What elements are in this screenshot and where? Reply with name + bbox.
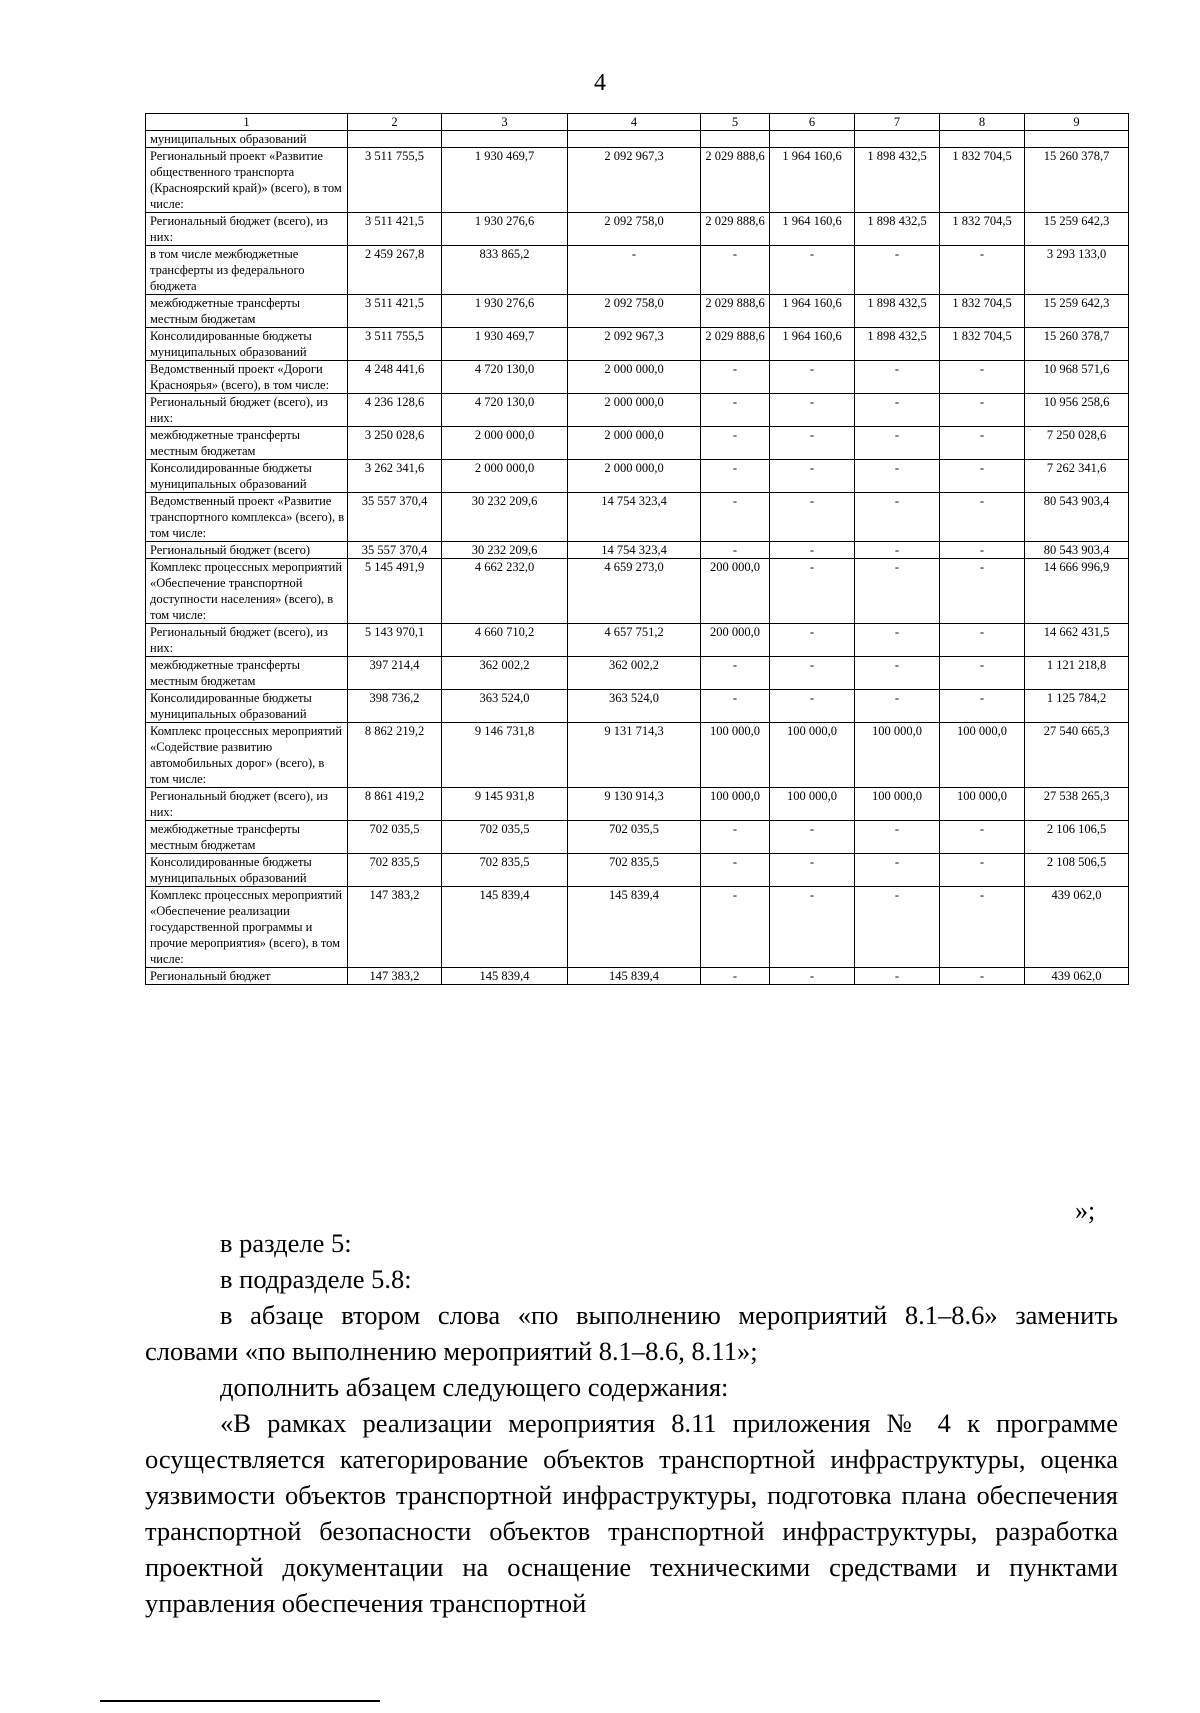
value-cell: 27 538 265,3 — [1025, 788, 1129, 821]
value-cell: - — [770, 460, 855, 493]
value-cell: 3 511 755,5 — [348, 328, 442, 361]
value-cell: 80 543 903,4 — [1025, 542, 1129, 559]
table-row — [146, 213, 1129, 246]
value-cell: 4 248 441,6 — [348, 361, 442, 394]
value-cell: - — [701, 361, 770, 394]
value-cell: 14 666 996,9 — [1025, 559, 1129, 624]
value-cell: - — [940, 246, 1025, 295]
value-cell: 702 035,5 — [348, 821, 442, 854]
table-row — [146, 657, 1129, 690]
value-cell: 2 029 888,6 — [701, 148, 770, 213]
row-label-cell: межбюджетные трансферты местным бюджетам — [146, 657, 348, 690]
value-cell: - — [855, 887, 940, 968]
value-cell: - — [855, 854, 940, 887]
row-label-cell: Комплекс процессных мероприятий «Обеспечение реализации государственной программы и прочие мероприятия» (всего), в том числе: — [146, 887, 348, 968]
row-label-cell: Консолидированные бюджеты муниципальных образований — [146, 854, 348, 887]
value-cell: - — [701, 542, 770, 559]
column-header: 3 — [442, 114, 568, 131]
paragraph: в абзаце втором слова «по выполнению мероприятий 8.1–8.6» заменить словами «по выполнению мероприятий 8.1–8.6, 8.11»; — [145, 1300, 1118, 1366]
value-cell: 2 459 267,8 — [348, 246, 442, 295]
budget-table — [145, 113, 1129, 985]
value-cell: 15 260 378,7 — [1025, 148, 1129, 213]
column-header: 6 — [770, 114, 855, 131]
row-label-cell: Региональный бюджет (всего), из них: — [146, 213, 348, 246]
table-row — [146, 131, 1129, 148]
value-cell: - — [855, 394, 940, 427]
value-cell: 4 236 128,6 — [348, 394, 442, 427]
table-row — [146, 559, 1129, 624]
value-cell: 100 000,0 — [770, 788, 855, 821]
table-row — [146, 968, 1129, 985]
value-cell: 3 511 421,5 — [348, 213, 442, 246]
value-cell: - — [770, 854, 855, 887]
value-cell: 147 383,2 — [348, 968, 442, 985]
value-cell: 397 214,4 — [348, 657, 442, 690]
value-cell: 2 000 000,0 — [442, 460, 568, 493]
value-cell: 14 754 323,4 — [568, 493, 701, 542]
value-cell: 439 062,0 — [1025, 968, 1129, 985]
value-cell: - — [701, 854, 770, 887]
table-row — [146, 328, 1129, 361]
value-cell: - — [568, 246, 701, 295]
value-cell: 2 000 000,0 — [568, 361, 701, 394]
value-cell: - — [940, 394, 1025, 427]
value-cell: 9 146 731,8 — [442, 723, 568, 788]
value-cell: 15 259 642,3 — [1025, 295, 1129, 328]
value-cell — [855, 131, 940, 148]
value-cell: 3 293 133,0 — [1025, 246, 1129, 295]
table-row — [146, 788, 1129, 821]
value-cell: - — [855, 493, 940, 542]
value-cell: 147 383,2 — [348, 887, 442, 968]
value-cell: 363 524,0 — [442, 690, 568, 723]
value-cell: - — [855, 559, 940, 624]
value-cell: 3 511 421,5 — [348, 295, 442, 328]
row-label-cell: Региональный бюджет — [146, 968, 348, 985]
value-cell: - — [770, 657, 855, 690]
value-cell: - — [855, 542, 940, 559]
column-header: 9 — [1025, 114, 1129, 131]
row-label-cell: межбюджетные трансферты местным бюджетам — [146, 295, 348, 328]
value-cell: - — [701, 887, 770, 968]
value-cell: - — [855, 624, 940, 657]
value-cell: - — [940, 887, 1025, 968]
value-cell: 1 930 276,6 — [442, 295, 568, 328]
table-row — [146, 690, 1129, 723]
value-cell: 3 262 341,6 — [348, 460, 442, 493]
value-cell: 2 029 888,6 — [701, 213, 770, 246]
column-header: 2 — [348, 114, 442, 131]
row-label-cell: в том числе межбюджетные трансферты из федерального бюджета — [146, 246, 348, 295]
value-cell: 1 125 784,2 — [1025, 690, 1129, 723]
value-cell: 1 898 432,5 — [855, 148, 940, 213]
value-cell: 100 000,0 — [940, 788, 1025, 821]
table-row — [146, 723, 1129, 788]
row-label-cell: межбюджетные трансферты местным бюджетам — [146, 821, 348, 854]
footer-rule — [100, 1700, 380, 1702]
body-text — [145, 1225, 1118, 1621]
table-row — [146, 821, 1129, 854]
value-cell: 10 968 571,6 — [1025, 361, 1129, 394]
value-cell: 1 832 704,5 — [940, 328, 1025, 361]
value-cell: 80 543 903,4 — [1025, 493, 1129, 542]
value-cell: 1 898 432,5 — [855, 213, 940, 246]
value-cell: 4 720 130,0 — [442, 394, 568, 427]
value-cell: 2 092 967,3 — [568, 148, 701, 213]
value-cell: - — [701, 394, 770, 427]
column-header: 7 — [855, 114, 940, 131]
value-cell: 2 106 106,5 — [1025, 821, 1129, 854]
value-cell: 4 657 751,2 — [568, 624, 701, 657]
value-cell: - — [855, 690, 940, 723]
row-label-cell: Региональный бюджет (всего) — [146, 542, 348, 559]
value-cell: - — [940, 624, 1025, 657]
value-cell: 100 000,0 — [701, 788, 770, 821]
value-cell: 9 130 914,3 — [568, 788, 701, 821]
value-cell: 14 662 431,5 — [1025, 624, 1129, 657]
value-cell: 1 964 160,6 — [770, 148, 855, 213]
value-cell: 1 832 704,5 — [940, 295, 1025, 328]
value-cell: - — [940, 690, 1025, 723]
table-row — [146, 460, 1129, 493]
value-cell: 200 000,0 — [701, 559, 770, 624]
paragraph: «В рамках реализации мероприятия 8.11 приложения № 4 к программе осуществляется категорирование объектов транспортной инфраструктуры, оценка уязвимости объектов транспортной инфраструктуры, подготовка плана обеспечения транспортной безопасности объектов транспортной инфраструктуры, разработка проектной документации на оснащение техническими средствами и пунктами управления обеспечения транспортной — [145, 1408, 1118, 1618]
value-cell: 100 000,0 — [855, 788, 940, 821]
value-cell: - — [855, 427, 940, 460]
column-header: 1 — [146, 114, 348, 131]
value-cell: - — [770, 246, 855, 295]
value-cell: 4 660 710,2 — [442, 624, 568, 657]
value-cell: - — [701, 493, 770, 542]
value-cell: - — [701, 427, 770, 460]
value-cell: - — [855, 246, 940, 295]
value-cell: - — [770, 493, 855, 542]
value-cell: 363 524,0 — [568, 690, 701, 723]
value-cell: 200 000,0 — [701, 624, 770, 657]
value-cell: 15 260 378,7 — [1025, 328, 1129, 361]
column-header: 4 — [568, 114, 701, 131]
value-cell: 2 108 506,5 — [1025, 854, 1129, 887]
value-cell: 2 000 000,0 — [568, 427, 701, 460]
value-cell: 439 062,0 — [1025, 887, 1129, 968]
row-label-cell: Региональный бюджет (всего), из них: — [146, 788, 348, 821]
value-cell: - — [940, 427, 1025, 460]
table-row — [146, 624, 1129, 657]
value-cell: 8 862 219,2 — [348, 723, 442, 788]
value-cell — [568, 131, 701, 148]
value-cell: - — [940, 493, 1025, 542]
table-row — [146, 295, 1129, 328]
row-label-cell: Консолидированные бюджеты муниципальных образований — [146, 460, 348, 493]
value-cell: 100 000,0 — [701, 723, 770, 788]
table-row — [146, 246, 1129, 295]
value-cell: - — [701, 821, 770, 854]
value-cell: - — [940, 559, 1025, 624]
value-cell — [348, 131, 442, 148]
paragraph: в подразделе 5.8: — [220, 1264, 412, 1294]
value-cell: 7 250 028,6 — [1025, 427, 1129, 460]
value-cell: - — [701, 246, 770, 295]
table-header-row — [146, 114, 1129, 131]
value-cell: 30 232 209,6 — [442, 542, 568, 559]
value-cell: - — [770, 624, 855, 657]
value-cell: 100 000,0 — [855, 723, 940, 788]
value-cell: - — [770, 394, 855, 427]
value-cell — [1025, 131, 1129, 148]
value-cell: 1 930 469,7 — [442, 148, 568, 213]
row-label-cell: Консолидированные бюджеты муниципальных образований — [146, 690, 348, 723]
row-label-cell: Комплекс процессных мероприятий «Обеспечение транспортной доступности населения» (всего), в том числе: — [146, 559, 348, 624]
value-cell: 362 002,2 — [568, 657, 701, 690]
paragraph: дополнить абзацем следующего содержания: — [220, 1372, 729, 1402]
value-cell: 362 002,2 — [442, 657, 568, 690]
value-cell: - — [855, 968, 940, 985]
value-cell: 702 035,5 — [568, 821, 701, 854]
column-header: 8 — [940, 114, 1025, 131]
value-cell: 9 145 931,8 — [442, 788, 568, 821]
value-cell: 10 956 258,6 — [1025, 394, 1129, 427]
table-row — [146, 542, 1129, 559]
value-cell: - — [855, 821, 940, 854]
value-cell: - — [940, 657, 1025, 690]
table-row — [146, 493, 1129, 542]
value-cell: 2 029 888,6 — [701, 295, 770, 328]
value-cell: 2 000 000,0 — [442, 427, 568, 460]
value-cell: 2 092 758,0 — [568, 213, 701, 246]
value-cell: 14 754 323,4 — [568, 542, 701, 559]
value-cell: 3 511 755,5 — [348, 148, 442, 213]
table-row — [146, 887, 1129, 968]
value-cell: 5 145 491,9 — [348, 559, 442, 624]
value-cell: 30 232 209,6 — [442, 493, 568, 542]
value-cell — [442, 131, 568, 148]
value-cell: - — [770, 690, 855, 723]
row-label-cell: Региональный бюджет (всего), из них: — [146, 624, 348, 657]
value-cell: 702 835,5 — [568, 854, 701, 887]
value-cell: - — [770, 361, 855, 394]
value-cell: 1 898 432,5 — [855, 328, 940, 361]
value-cell: 3 250 028,6 — [348, 427, 442, 460]
table-row — [146, 427, 1129, 460]
value-cell: 145 839,4 — [442, 887, 568, 968]
row-label-cell: Комплекс процессных мероприятий «Содействие развитию автомобильных дорог» (всего), в том числе: — [146, 723, 348, 788]
value-cell: 9 131 714,3 — [568, 723, 701, 788]
value-cell: - — [855, 657, 940, 690]
value-cell: 702 835,5 — [348, 854, 442, 887]
value-cell: 1 964 160,6 — [770, 295, 855, 328]
value-cell: 7 262 341,6 — [1025, 460, 1129, 493]
value-cell: 702 035,5 — [442, 821, 568, 854]
row-label-cell: Региональный проект «Развитие общественного транспорта (Красноярский край)» (всего), в том числе: — [146, 148, 348, 213]
value-cell: 4 662 232,0 — [442, 559, 568, 624]
value-cell: - — [940, 460, 1025, 493]
value-cell: - — [770, 821, 855, 854]
column-header: 5 — [701, 114, 770, 131]
row-label-cell: межбюджетные трансферты местным бюджетам — [146, 427, 348, 460]
value-cell: - — [770, 968, 855, 985]
value-cell: 1 832 704,5 — [940, 213, 1025, 246]
value-cell: 833 865,2 — [442, 246, 568, 295]
value-cell: - — [940, 361, 1025, 394]
value-cell: 2 092 967,3 — [568, 328, 701, 361]
table-row — [146, 148, 1129, 213]
value-cell: - — [701, 460, 770, 493]
value-cell — [701, 131, 770, 148]
value-cell: 1 121 218,8 — [1025, 657, 1129, 690]
table-row — [146, 361, 1129, 394]
row-label-cell: Ведомственный проект «Дороги Красноярья» (всего), в том числе: — [146, 361, 348, 394]
paragraph: в разделе 5: — [220, 1228, 352, 1258]
row-label-cell: Консолидированные бюджеты муниципальных образований — [146, 328, 348, 361]
value-cell: - — [770, 887, 855, 968]
value-cell: 145 839,4 — [568, 887, 701, 968]
value-cell: - — [770, 542, 855, 559]
value-cell: 4 659 273,0 — [568, 559, 701, 624]
value-cell: 2 029 888,6 — [701, 328, 770, 361]
value-cell: 702 835,5 — [442, 854, 568, 887]
value-cell: - — [940, 542, 1025, 559]
value-cell: 1 930 469,7 — [442, 328, 568, 361]
value-cell: 1 964 160,6 — [770, 328, 855, 361]
value-cell: 4 720 130,0 — [442, 361, 568, 394]
row-label-cell: Ведомственный проект «Развитие транспортного комплекса» (всего), в том числе: — [146, 493, 348, 542]
value-cell — [770, 131, 855, 148]
value-cell: - — [770, 559, 855, 624]
value-cell: 35 557 370,4 — [348, 542, 442, 559]
row-label-cell: Региональный бюджет (всего), из них: — [146, 394, 348, 427]
value-cell: 1 930 276,6 — [442, 213, 568, 246]
row-label-cell: муниципальных образований — [146, 131, 348, 148]
value-cell: 35 557 370,4 — [348, 493, 442, 542]
value-cell: - — [701, 690, 770, 723]
value-cell: - — [855, 361, 940, 394]
value-cell: 1 964 160,6 — [770, 213, 855, 246]
page-number: 4 — [594, 70, 606, 96]
value-cell: 100 000,0 — [770, 723, 855, 788]
value-cell: 5 143 970,1 — [348, 624, 442, 657]
value-cell: 145 839,4 — [442, 968, 568, 985]
value-cell: - — [940, 854, 1025, 887]
value-cell: 100 000,0 — [940, 723, 1025, 788]
value-cell: - — [770, 427, 855, 460]
value-cell: - — [940, 821, 1025, 854]
value-cell: 2 000 000,0 — [568, 394, 701, 427]
value-cell: 1 832 704,5 — [940, 148, 1025, 213]
value-cell: - — [701, 657, 770, 690]
value-cell: - — [855, 460, 940, 493]
value-cell: 145 839,4 — [568, 968, 701, 985]
value-cell: 15 259 642,3 — [1025, 213, 1129, 246]
value-cell: 2 092 758,0 — [568, 295, 701, 328]
value-cell: 27 540 665,3 — [1025, 723, 1129, 788]
value-cell — [940, 131, 1025, 148]
value-cell: 2 000 000,0 — [568, 460, 701, 493]
table-row — [146, 394, 1129, 427]
value-cell: 1 898 432,5 — [855, 295, 940, 328]
closing-quote: »; — [1075, 1196, 1096, 1225]
value-cell: 398 736,2 — [348, 690, 442, 723]
table-row — [146, 854, 1129, 887]
value-cell: 8 861 419,2 — [348, 788, 442, 821]
value-cell: - — [940, 968, 1025, 985]
value-cell: - — [701, 968, 770, 985]
